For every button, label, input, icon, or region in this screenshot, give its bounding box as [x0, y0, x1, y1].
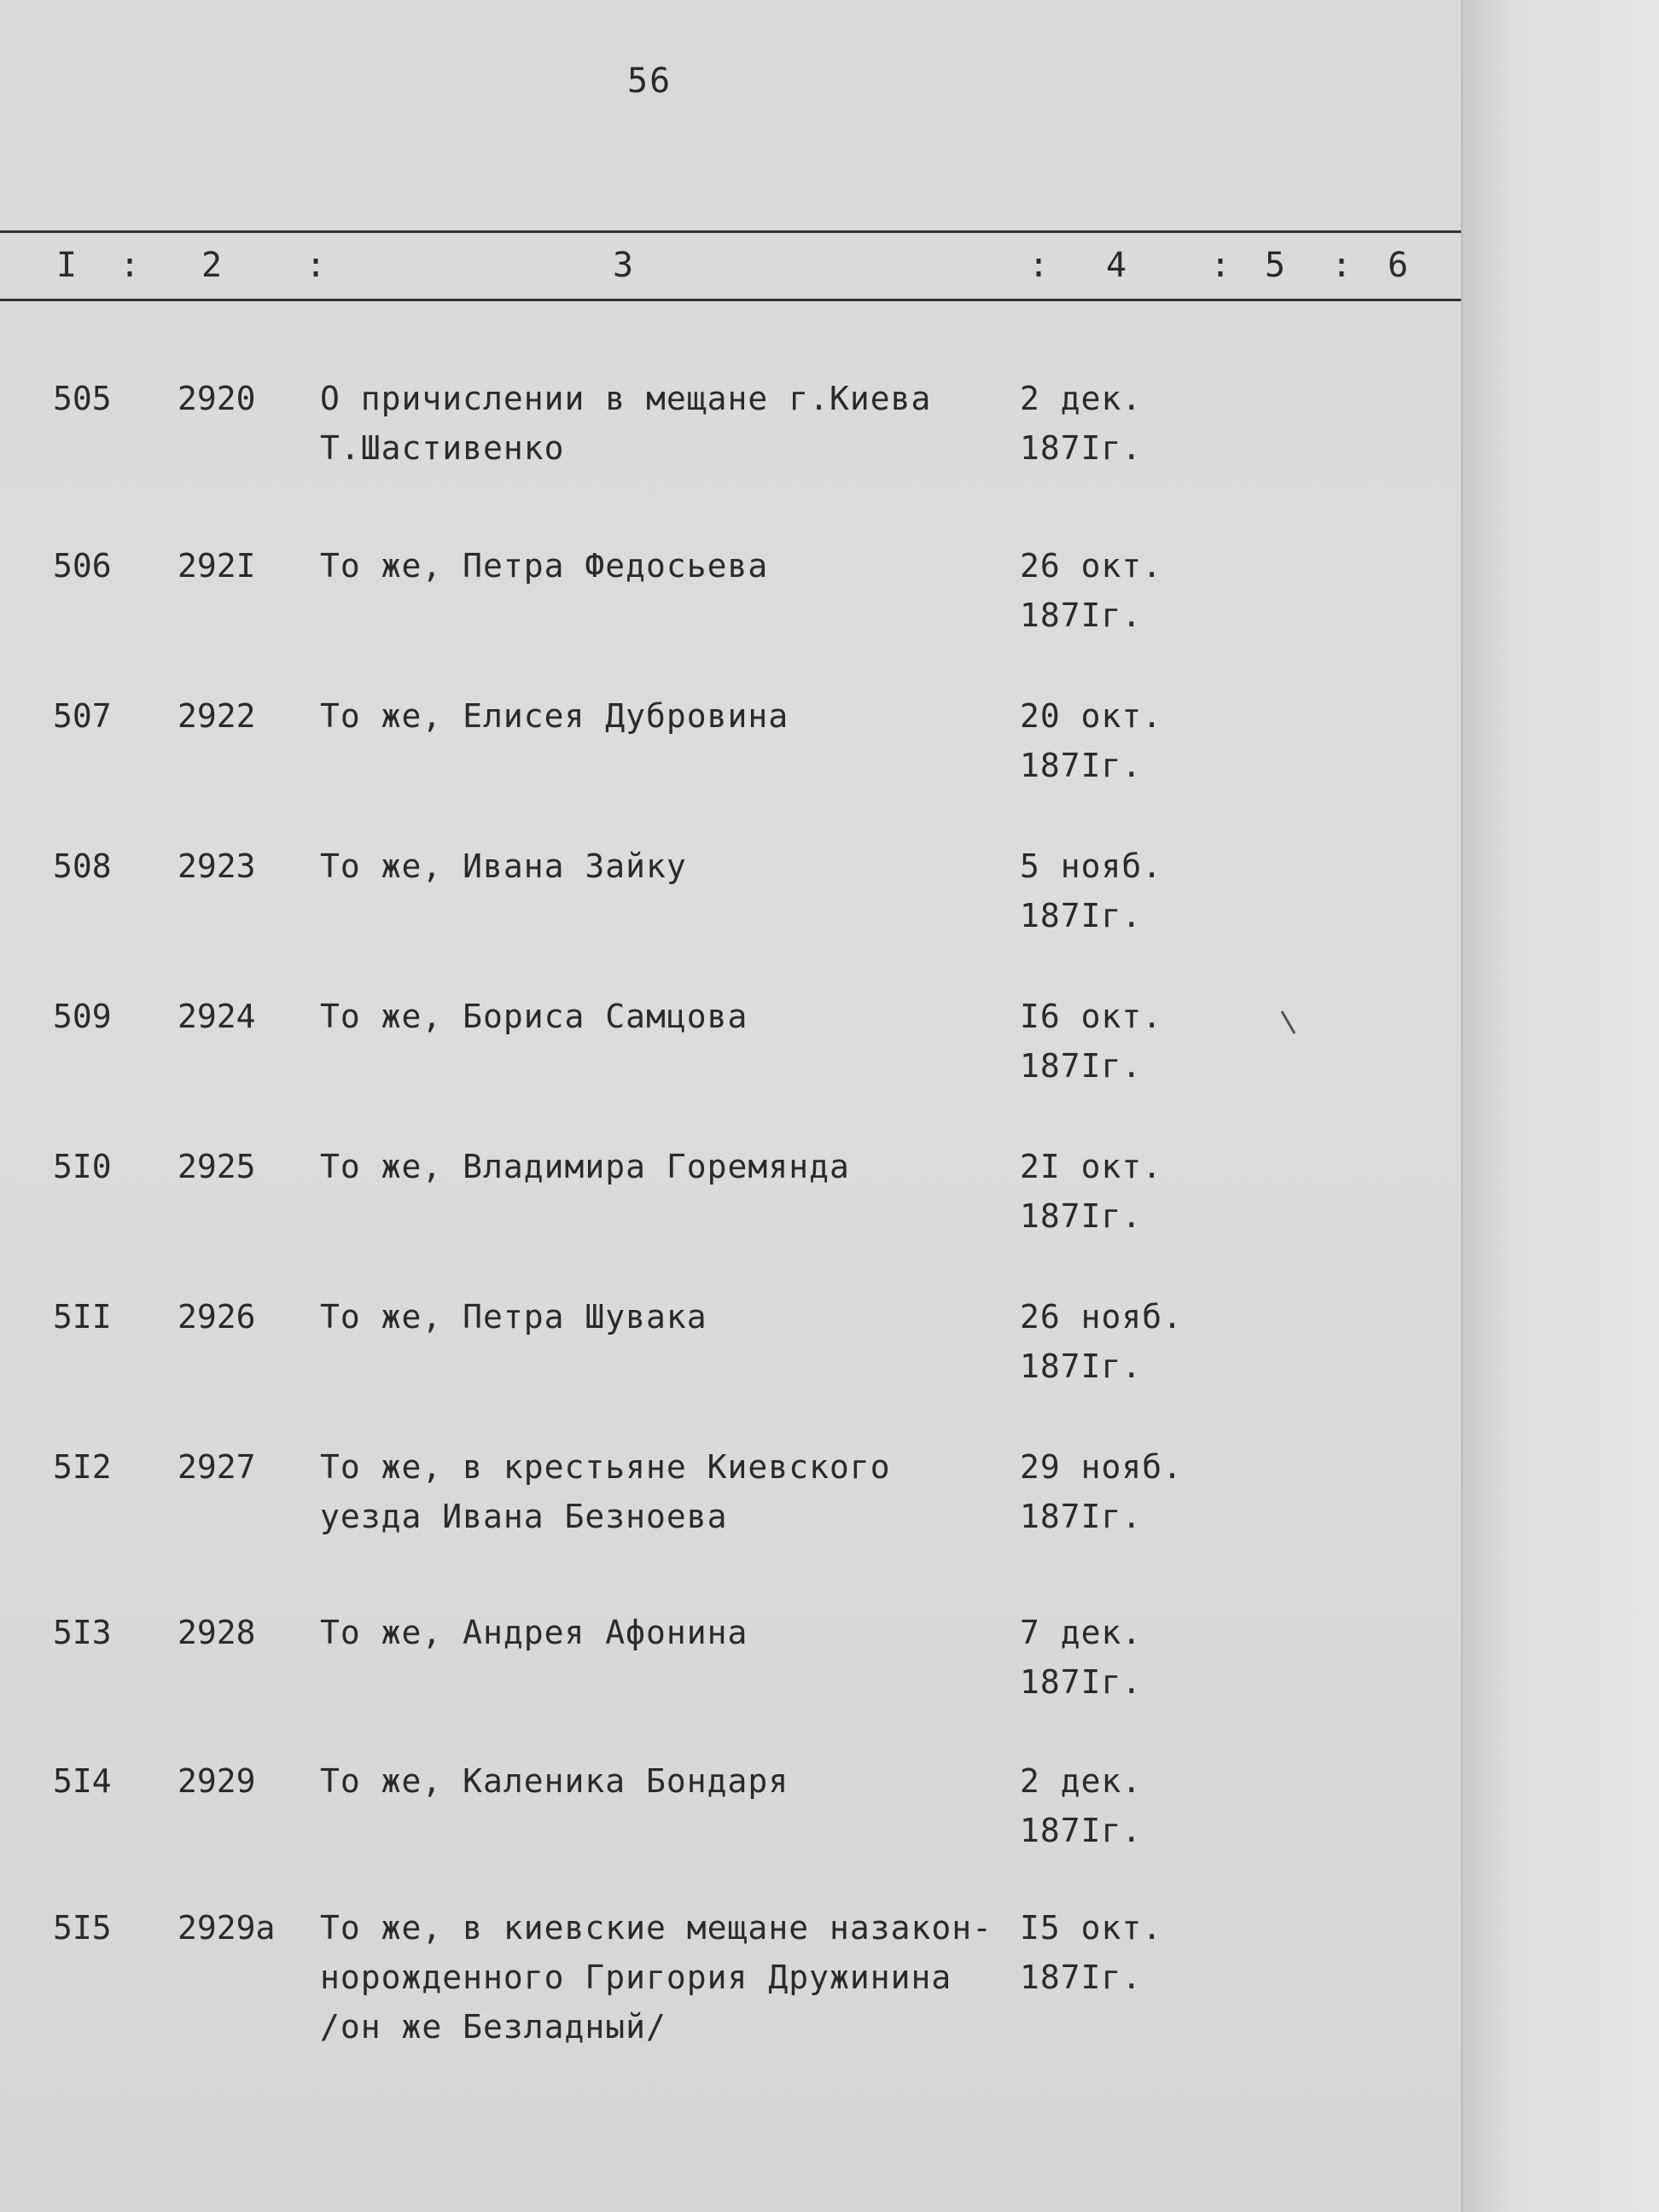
row-date-line: 2 дек. — [1020, 1762, 1143, 1800]
row-file-number: 2924 — [178, 998, 256, 1035]
page-edge — [1461, 0, 1659, 2212]
header-separator: : — [306, 246, 327, 285]
header-col-5: 5 — [1265, 246, 1286, 285]
row-date-line: I5 окт. — [1020, 1909, 1163, 1947]
row-number: 5I4 — [53, 1762, 112, 1800]
row-number: 5I3 — [53, 1614, 112, 1651]
header-separator: : — [119, 246, 141, 285]
row-description-line: То же, в крестьяне Киевского — [320, 1448, 891, 1486]
row-number: 507 — [53, 697, 112, 735]
header-separator: : — [1028, 246, 1050, 285]
row-file-number: 2925 — [178, 1148, 256, 1185]
row-description-line: То же, Бориса Самцова — [320, 998, 748, 1035]
row-date-line: 2I окт. — [1020, 1148, 1163, 1185]
row-description-line: То же, Ивана Зайку — [320, 847, 687, 885]
row-file-number: 2922 — [178, 697, 256, 735]
row-date-line: 187Iг. — [1020, 1959, 1143, 1996]
row-date-line: 187Iг. — [1020, 597, 1143, 634]
row-description-line: уезда Ивана Безноева — [320, 1498, 728, 1535]
row-date-line: 187Iг. — [1020, 1348, 1143, 1385]
header-col-4: 4 — [1106, 246, 1127, 285]
header-col-1: I — [56, 246, 78, 285]
row-description-line: /он же Безладный/ — [320, 2008, 667, 2046]
header-col-2: 2 — [201, 246, 223, 285]
row-number: 5II — [53, 1298, 112, 1336]
row-number: 508 — [53, 847, 112, 885]
row-description-line: норожденного Григория Дружинина — [320, 1959, 952, 1996]
row-date-line: 187Iг. — [1020, 1047, 1143, 1085]
row-file-number: 2929 — [178, 1762, 256, 1800]
row-date-line: 29 нояб. — [1020, 1448, 1184, 1486]
row-date-line: 26 окт. — [1020, 547, 1163, 585]
row-number: 506 — [53, 547, 112, 585]
page-number: 56 — [627, 61, 672, 101]
row-number: 509 — [53, 998, 112, 1035]
row-date-line: 187Iг. — [1020, 1663, 1143, 1701]
row-file-number: 2928 — [178, 1614, 256, 1651]
row-date-line: 187Iг. — [1020, 747, 1143, 784]
row-date-line: 5 нояб. — [1020, 847, 1163, 885]
header-col-3: 3 — [613, 246, 634, 285]
header-separator: : — [1331, 246, 1353, 285]
row-description-line: То же, Каленика Бондаря — [320, 1762, 789, 1800]
row-file-number: 2926 — [178, 1298, 256, 1336]
row-description-line: То же, Петра Шувака — [320, 1298, 707, 1336]
row-date-line: I6 окт. — [1020, 998, 1163, 1035]
row-description-line: То же, Елисея Дубровина — [320, 697, 789, 735]
row-description-line: То же, в киевские мещане назакон- — [320, 1909, 992, 1947]
row-date-line: 187Iг. — [1020, 1812, 1143, 1849]
row-description-line: То же, Петра Федосьева — [320, 547, 769, 585]
row-number: 5I0 — [53, 1148, 112, 1185]
header-col-6: 6 — [1388, 246, 1409, 285]
row-file-number: 2929а — [178, 1909, 276, 1947]
row-file-number: 2920 — [178, 380, 256, 417]
row-file-number: 292I — [178, 547, 256, 585]
row-file-number: 2923 — [178, 847, 256, 885]
row-date-line: 187Iг. — [1020, 897, 1143, 934]
row-date-line: 2 дек. — [1020, 380, 1143, 417]
row-date-line: 187Iг. — [1020, 1498, 1143, 1535]
row-description-line: О причислении в мещане г.Киева — [320, 380, 932, 417]
row-date-line: 26 нояб. — [1020, 1298, 1184, 1336]
row-date-line: 187Iг. — [1020, 429, 1143, 467]
row-number: 505 — [53, 380, 112, 417]
row-description-line: То же, Андрея Афонина — [320, 1614, 748, 1651]
row-description-line: То же, Владимира Горемянда — [320, 1148, 850, 1185]
row-number: 5I5 — [53, 1909, 112, 1947]
header-top-rule — [0, 230, 1461, 233]
row-description-line: Т.Шастивенко — [320, 429, 565, 467]
row-number: 5I2 — [53, 1448, 112, 1486]
header-separator: : — [1210, 246, 1231, 285]
row-date-line: 187Iг. — [1020, 1197, 1143, 1235]
row-date-line: 7 дек. — [1020, 1614, 1143, 1651]
row-date-line: 20 окт. — [1020, 697, 1163, 735]
header-bottom-rule — [0, 299, 1461, 301]
row-file-number: 2927 — [178, 1448, 256, 1486]
